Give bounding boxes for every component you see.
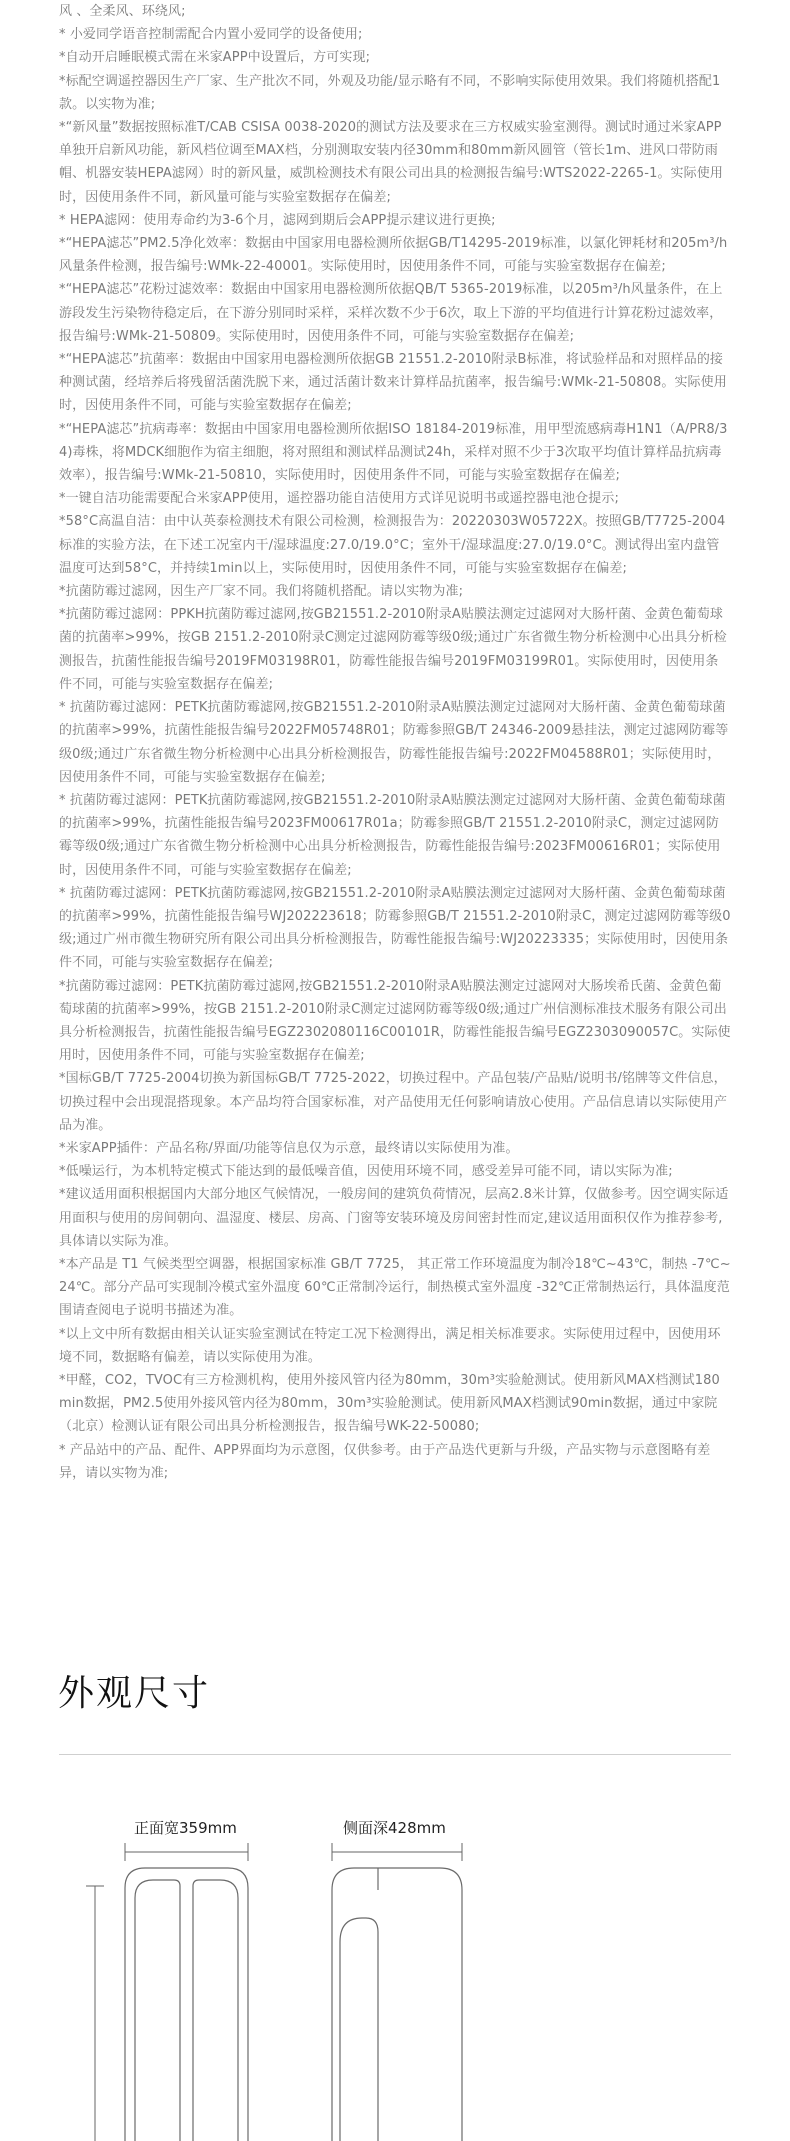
footnote: *以上文中所有数据由相关认证实验室测试在特定工况下检测得出，满足相关标准要求。实际使用过程中，因使用环境不同，数据略有偏差，请以实际使用为准。 <box>59 1326 721 1365</box>
section-title: 外观尺寸 <box>58 1673 211 1714</box>
footnote: *米家APP插件：产品名称/界面/功能等信息仅为示意，最终请以实际使用为准。 <box>59 1140 519 1156</box>
footnote: *“HEPA滤芯”抗病毒率：数据由中国家用电器检测所依据ISO 18184-2019标准，用甲型流感病毒H1N1（A/PR8/34)毒株，将MDCK细胞作为宿主细胞，将对照组和测试样品测试24h，采样对照不少于3次取平均值计算样品抗病毒效率），报告编号:WMk-21-50810，实际使用时，因使用条件不同，可能与实验室数据存在偏差; <box>59 421 728 484</box>
side-view-unit <box>332 1868 462 2141</box>
footnote: *甲醛，CO2，TVOC有三方检测机构，使用外接风管内径为80mm，30m³实验舱测试。使用新风MAX档测试180min数据，PM2.5使用外接风管内径为80mm，30m³实验舱测试。使用新风MAX档测试90min数据，通过中家院（北京）检测认证有限公司出具分析检测报告，报告编号WK-22-50080; <box>59 1372 720 1435</box>
footnote: *“新风量”数据按照标准T/CAB CSISA 0038-2020的测试方法及要求在三方权威实验室测得。测试时通过米家APP单独开启新风功能，新风档位调至MAX档，分别测取安装内径30mm和80mm新风圆管（管长1m、进风口带防雨帽、机器安装HEPA滤网）时的新风量，威凯检测技术有限公司出具的检测报告编号:WTS2022-2265-1。实际使用时，因使用条件不同，新风量可能与实验室数据存在偏差; <box>59 120 723 205</box>
footnote: *低噪运行，为本机特定模式下能达到的最低噪音值，因使用环境不同，感受差异可能不同，请以实际为准; <box>59 1164 673 1180</box>
height-dimension-line <box>86 1886 104 2141</box>
front-width-label: 正面宽359mm <box>134 1819 237 1837</box>
footnote: *抗菌防霉过滤网，因生产厂家不同。我们将随机搭配。请以实物为准; <box>59 584 464 600</box>
footnote: *“HEPA滤芯”PM2.5净化效率：数据由中国家用电器检测所依据GB/T14295-2019标准，以氯化钾耗材和205m³/h风量条件检测，报告编号:WMk-22-40001。实际使用时，因使用条件不同，可能与实验室数据存在偏差; <box>59 236 728 275</box>
footnote: *抗菌防霉过滤网：PPKH抗菌防霉过滤网,按GB21551.2-2010附录A贴膜法测定过滤网对大肠杆菌、金黄色葡萄球菌的抗菌率>99%，按GB 2151.2-2010附录C测定过滤网防霉等级0级;通过广东省微生物分析检测中心出具分析检测报告，抗菌性能报告编号2019FM03198R01，防霉性能报告编号2019FM03199R01。实际使用时，因使用条件不同，可能与实验室数据存在偏差; <box>59 607 727 692</box>
footnote: *58°C高温自洁：由中认英泰检测技术有限公司检测，检测报告为：20220303W05722X。按照GB/T7725-2004标准的实验方法，在下述工况室内干/湿球温度:27.0/19.0°C；室外干/湿球温度:27.0/19.0°C。测试得出室内盘管温度可达到58°C，并持续1min以上，实际使用时，因使用条件不同，可能与实验室数据存在偏差; <box>59 514 726 576</box>
footnote: *“HEPA滤芯”花粉过滤效率：数据由中国家用电器检测所依据QB/T 5365-2019标准，以205m³/h风量条件，在上游段发生污染物待稳定后，在下游分别同时采样，采样次数不少于6次，取上下游的平均值进行计算花粉过滤效率，报告编号:WMk-21-50809。实际使用时，因使用条件不同，可能与实验室数据存在偏差; <box>59 282 723 344</box>
side-depth-dimension-line <box>332 1843 462 1861</box>
footnote: * 小爱同学语音控制需配合内置小爱同学的设备使用; <box>59 27 363 43</box>
footnote: *“HEPA滤芯”抗菌率：数据由中国家用电器检测所依据GB 21551.2-2010附录B标准，将试验样品和对照样品的接种测试菌，经培养后将残留活菌洗脱下来，通过活菌计数来计算样品抗菌率，报告编号:WMk-21-50808。实际使用时，因使用条件不同，可能与实验室数据存在偏差; <box>59 352 727 414</box>
footnote: *本产品是 T1 气候类型空调器，根据国家标准 GB/T 7725， 其正常工作环境温度为制冷18℃~43℃，制热 -7℃~24℃。部分产品可实现制冷模式室外温度 60℃正常制冷运行，制热模式室外温度 -32℃正常制热运行，具体温度范围请查阅电子说明书描述为准。 <box>59 1256 731 1319</box>
footnote: *标配空调遥控器因生产厂家、生产批次不同，外观及功能/显示略有不同，不影响实际使用效果。我们将随机搭配1款。以实物为准; <box>59 73 721 112</box>
footnote: * 抗菌防霉过滤网：PETK抗菌防霉滤网,按GB21551.2-2010附录A贴膜法测定过滤网对大肠杆菌、金黄色葡萄球菌的抗菌率>99%，抗菌性能报告编号2022FM05748R01；防霉参照GB/T 24346-2009悬挂法，测定过滤网防霉等级0级;通过广东省微生物分析检测中心出具分析检测报告，防霉性能报告编号:2022FM04588R01；实际使用时，因使用条件不同，可能与实验室数据存在偏差; <box>59 700 729 785</box>
front-width-dimension-line <box>125 1843 248 1861</box>
footnote: *自动开启睡眠模式需在米家APP中设置后，方可实现; <box>59 50 371 66</box>
side-depth-label: 侧面深428mm <box>343 1819 446 1837</box>
footnote: 风 、全柔风、环绕风; <box>59 4 186 19</box>
footnote: *建议适用面积根据国内大部分地区气候情况，一般房间的建筑负荷情况，层高2.8米计算，仅做参考。因空调实际适用面积与使用的房间朝向、温湿度、楼层、房高、门窗等安装环境及房间密封性而定,建议适用面积仅作为推荐参考,具体请以实际为准。 <box>59 1187 729 1249</box>
footnote: * 产品站中的产品、配件、APP界面均为示意图，仅供参考。由于产品迭代更新与升级，产品实物与示意图略有差异，请以实物为准; <box>59 1442 711 1481</box>
footnote: *国标GB/T 7725-2004切换为新国标GB/T 7725-2022，切换过程中。产品包装/产品贴/说明书/铭牌等文件信息，切换过程中会出现混搭现象。本产品均符合国家标准，对产品使用无任何影响请放心使用。产品信息请以实际使用产品为准。 <box>59 1071 728 1133</box>
footnote: *抗菌防霉过滤网：PETK抗菌防霉过滤网,按GB21551.2-2010附录A贴膜法测定过滤网对大肠埃希氏菌、金黄色葡萄球菌的抗菌率>99%，按GB 2151.2-2010附录C测定过滤网防霉等级0级;通过广州信测标准技术服务有限公司出具分析检测报告，抗菌性能报告编号EGZ2302080116C00101R，防霉性能报告编号EGZ2303090057C。实际使用时，因使用条件不同，可能与实验室数据存在偏差; <box>59 978 731 1064</box>
footnote: * 抗菌防霉过滤网：PETK抗菌防霉滤网,按GB21551.2-2010附录A贴膜法测定过滤网对大肠杆菌、金黄色葡萄球菌的抗菌率>99%，抗菌性能报告编号WJ202223618；防霉参照GB/T 21551.2-2010附录C，测定过滤网防霉等级0级;通过广州市微生物研究所有限公司出具分析检测报告，防霉性能报告编号:WJ20223335；实际使用时，因使用条件不同，可能与实验室数据存在偏差; <box>59 885 731 971</box>
footnote: *一键自洁功能需要配合米家APP使用，遥控器功能自洁使用方式详见说明书或遥控器电池仓提示; <box>59 491 619 507</box>
footnote: * 抗菌防霉过滤网：PETK抗菌防霉滤网,按GB21551.2-2010附录A贴膜法测定过滤网对大肠杆菌、金黄色葡萄球菌的抗菌率>99%，抗菌性能报告编号2023FM00617R01a；防霉参照GB/T 21551.2-2010附录C，测定过滤网防霉等级0级;通过广东省微生物分析检测中心出具分析检测报告，防霉性能报告编号:2023FM00616R01；实际使用时，因使用条件不同，可能与实验室数据存在偏差; <box>59 792 726 878</box>
front-view-unit <box>125 1868 248 2141</box>
footnote: * HEPA滤网：使用寿命约为3-6个月，滤网到期后会APP提示建议进行更换; <box>59 212 496 228</box>
